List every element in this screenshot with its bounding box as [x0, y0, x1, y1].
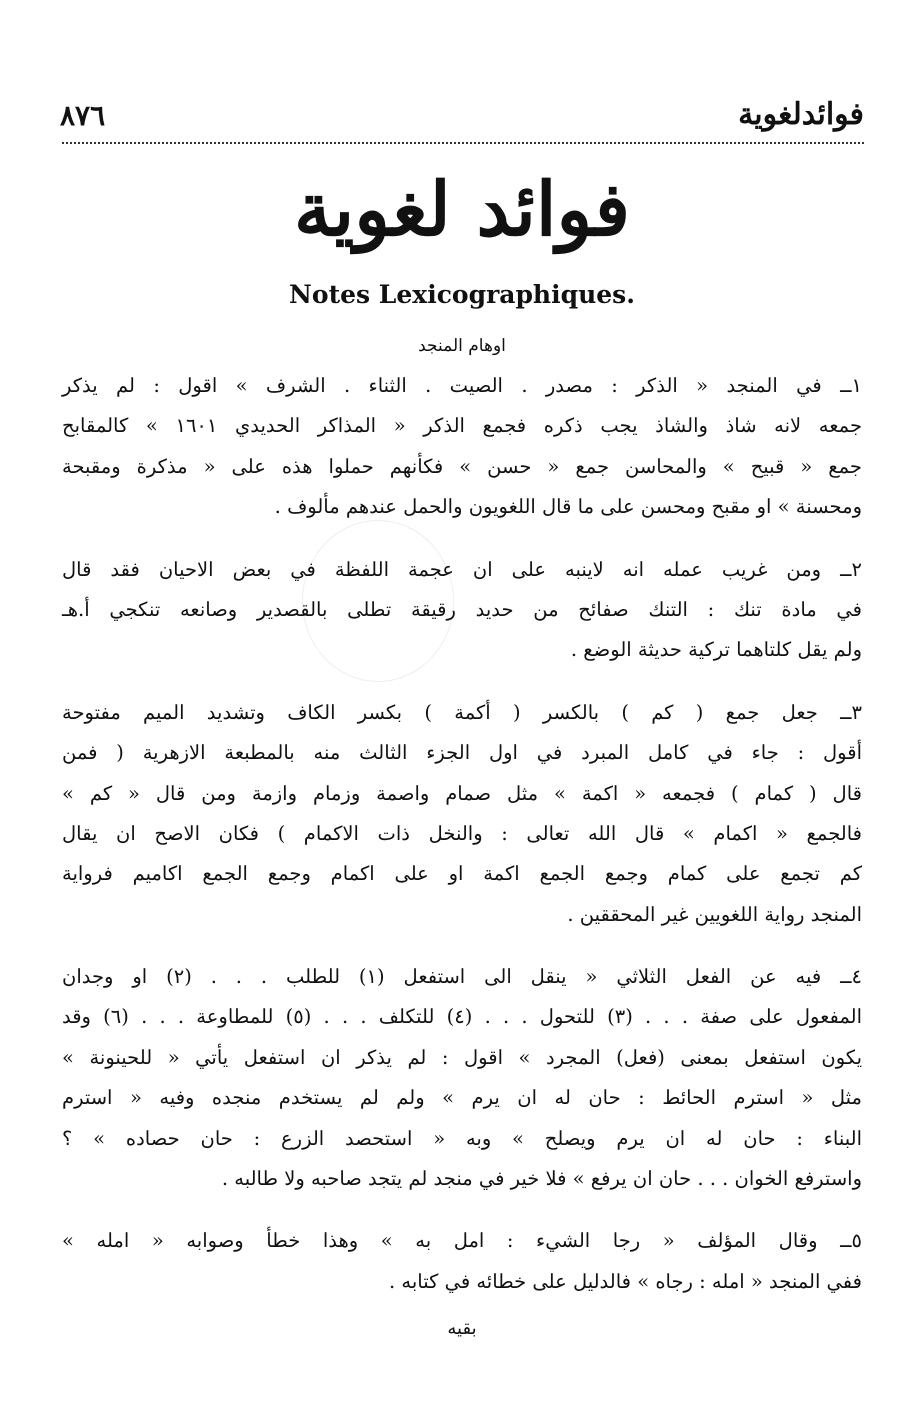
- catchword: بقيه: [447, 1318, 477, 1339]
- text-line: ٥ــ وقال المؤلف « رجا الشيء : امل به » وهذا خطأ وصوابه « امله »: [62, 1229, 862, 1253]
- text-line: قال ( كمام ) فجمعه « اكمة » مثل صمام واصمة وزمام وازمة ومن قال « كم »: [62, 781, 862, 805]
- text-line: ١ــ في المنجد « الذكر : مصدر . الصيت . الثناء . الشرف » اقول : لم يذكر: [62, 374, 862, 397]
- paragraph-5: [62, 1221, 862, 1302]
- paragraph-4: [62, 957, 862, 1199]
- text-line: جمع « قبيح » والمحاسن جمع « حسن » فكأنهم حملوا هذه على « مذكرة ومقبحة: [62, 454, 862, 478]
- text-line: فالجمع « اكمام » قال الله تعالى : والنخل ذات الاكمام ) فكان الاصح ان يقال: [62, 821, 862, 845]
- text-line: المفعول على صفة . . . (٣) للتحول . . . (٤) للتكلف . . . (٥) للمطاوعة . . . (٦) وقد: [62, 1005, 863, 1029]
- text-line: ففي المنجد « امله : رجاه » فالدليل على خطائه في كتابه .: [388, 1269, 862, 1293]
- text-line: كم تجمع على كمام وجمع الجمع اكمة او على اكمام وجمع الجمع اكاميم فرواية: [62, 862, 862, 886]
- text-line: ٤ــ فيه عن الفعل الثلاثي « ينقل الى استفعل (١) للطلب . . . (٢) او وجدان: [62, 965, 862, 989]
- running-title: فوائدلغوية: [738, 97, 864, 132]
- text-line: يكون استفعل بمعنى (فعل) المجرد » اقول : لم يذكر ان استفعل يأتي « للحينونة »: [62, 1045, 862, 1069]
- article-body: [62, 366, 862, 1324]
- running-header: [60, 82, 864, 132]
- section-title: فوائد لغوية: [293, 167, 631, 253]
- text-line: البناء : حان له ان يرم ويصلح » وبه « استحصد الزرع : حان حصاده » ؟: [62, 1126, 862, 1150]
- text-line: ولم يقل كلتاهما تركية حديثة الوضع .: [570, 638, 862, 662]
- text-line: ومحسنة » او مقبح ومحسن على ما قال اللغويون والحمل عندهم مألوف .: [274, 495, 862, 519]
- text-line: ٣ــ جعل جمع ( كم ) بالكسر ( أكمة ) بكسر الكاف وتشديد الميم مفتوحة: [62, 700, 862, 724]
- text-line: واسترفع الخوان . . . حان ان يرفع » فلا خير في منجد لم يتجد صاحبه ولا طالبه .: [221, 1167, 862, 1191]
- paragraph-2: [62, 550, 862, 671]
- paragraph-3: [62, 693, 862, 935]
- section-subheading: اوهام المنجد: [418, 336, 506, 356]
- page-number: ٨٧٦: [60, 99, 106, 132]
- text-line: مثل « استرم الحائط : حان له ان يرم » ولم لم يستخدم منجده وفيه « استرم: [62, 1086, 862, 1110]
- french-title: Notes Lexicographiques.: [289, 280, 635, 309]
- text-line: في مادة تنك : التنك صفائح من حديد رقيقة تطلى بالقصدير وصانعه تنكجي أ.هـ: [62, 597, 862, 621]
- text-line: جمعه لانه شاذ والشاذ يجب ذكره فجمع الذكر « المذاكر الحديدي ١٦٠١ » كالمقابح: [62, 414, 862, 438]
- paragraph-1: [62, 366, 862, 528]
- text-line: أقول : جاء في كامل المبرد في اول الجزء الثالث منه بالمطبعة الازهرية ( فمن: [62, 741, 862, 765]
- text-line: المنجد رواية اللغويين غير المحققين .: [567, 902, 862, 926]
- header-rule: [62, 142, 864, 144]
- text-line: ٢ــ ومن غريب عمله انه لاينبه على ان عجمة اللفظة في بعض الاحيان فقد قال: [62, 557, 862, 581]
